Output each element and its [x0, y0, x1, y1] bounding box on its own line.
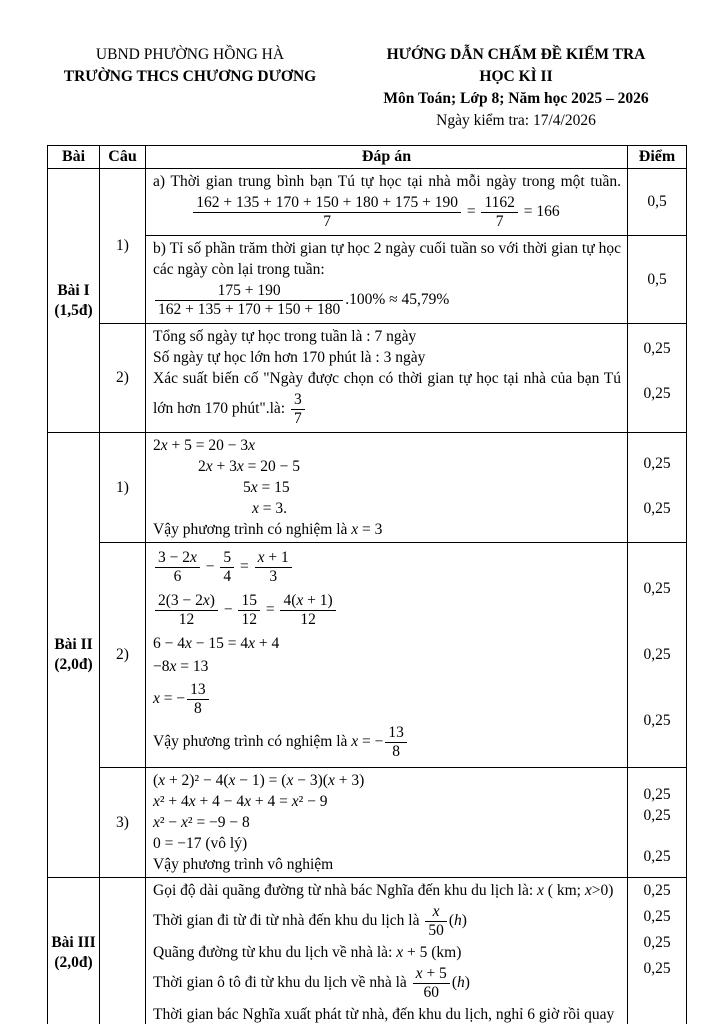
fraction: $\frac{13}{8}$ [187, 681, 209, 718]
score-value: 0,25 [643, 848, 671, 865]
table-row [48, 543, 687, 768]
cau-ii2-label: 2) [100, 543, 146, 768]
exam-date: Ngày kiểm tra: 17/4/2026 [436, 112, 596, 129]
answer-cell-1b [146, 236, 628, 324]
answer-line: Vậy phương trình vô nghiệm [153, 856, 334, 873]
fraction: $\frac{x}{50}$ [425, 903, 447, 940]
fraction: $\frac{1162}{7}$ [481, 194, 517, 231]
answer-cell-2-3 [146, 768, 628, 878]
score-value: 0,25 [643, 960, 671, 977]
answer-line: 0 = −17 (vô lý) [153, 835, 248, 852]
table-row [48, 768, 687, 878]
answer-cell-1a [146, 169, 628, 236]
subject-line: Môn Toán; Lớp 8; Năm học 2025 – 2026 [383, 90, 649, 107]
answer-line: Vậy phương trình có nghiệm là x = 3 [153, 521, 383, 538]
fraction: $\frac{15}{12}$ [238, 592, 260, 629]
answer-key-table [47, 145, 687, 1024]
bai-1-name: Bài I [57, 281, 90, 299]
score-cell-2-1 [628, 433, 687, 543]
fraction: $\frac{x + 5}{60}$ [413, 965, 450, 1002]
score-value: 0,25 [643, 455, 671, 472]
score-cell-2-2 [628, 543, 687, 768]
score-value: 0,25 [643, 646, 671, 663]
answer-line: Quãng đường từ khu du lịch về nhà là: x + 5 (km) [153, 944, 462, 961]
answer-line: x = − $\frac{13}{8}$ [153, 679, 621, 720]
answer-line: x² − x² = −9 − 8 [153, 814, 250, 831]
answer-line: Thời gian đi từ đi từ nhà đến khu du lịch là $\frac{x}{50}$ (h) [153, 903, 467, 939]
answer-line: Thời gian ô tô đi từ khu du lịch về nhà là $\frac{x + 5}{60}$ (h) [153, 965, 470, 1001]
table-header-row [48, 146, 687, 169]
answer-line: 2x + 3x = 20 − 5 [198, 458, 301, 475]
answer-line: 5x = 15 [243, 479, 290, 496]
answer-line: Tổng số ngày tự học trong tuần là : 7 ngày [153, 328, 417, 345]
score-value: 0,5 [647, 193, 667, 210]
fraction: $\frac{175 + 190}{162 + 135 + 170 + 150 + 180}$ [155, 282, 343, 319]
answer-line: $\frac{3 - 2x}{6}$ − $\frac{5}{4}$ = $\frac{x + 1}{3}$ [153, 547, 621, 588]
answer-content-3 [153, 880, 621, 1024]
answer-content-2-3 [153, 770, 621, 875]
table-row [48, 324, 687, 433]
fraction: $\frac{5}{4}$ [220, 549, 234, 586]
score-value: 0,25 [643, 580, 671, 597]
col-header-cau: Câu [100, 146, 146, 169]
score-value: 0,25 [643, 340, 671, 357]
score-cell-1a [628, 169, 687, 236]
semester-title: HỌC KÌ II [479, 68, 553, 85]
cau-ii1-label: 1) [100, 433, 146, 543]
answer-line: Thời gian bác Nghĩa xuất phát từ nhà, đến khu du lịch, nghỉ 6 giờ rồi quay [153, 1006, 615, 1023]
answer-line: $\frac{2(3 - 2x)}{12}$ − $\frac{15}{12}$ = $\frac{4(x + 1)}{12}$ [153, 590, 621, 631]
bai-3-label-cell [48, 878, 100, 1024]
org-name: UBND PHƯỜNG HỒNG HÀ [95, 46, 285, 63]
bai-2-points: (2,0đ) [54, 656, 93, 673]
fraction: $\frac{3}{7}$ [291, 391, 305, 428]
score-value: 0,25 [643, 712, 671, 729]
bai-2-label-cell [48, 433, 100, 878]
score-cell-3 [628, 878, 687, 1024]
bai-3-name: Bài III [51, 933, 96, 951]
col-header-bai: Bài [48, 146, 100, 169]
cau-iii-label [100, 878, 146, 1024]
cau-2-label: 2) [100, 324, 146, 433]
fraction: $\frac{4(x + 1)}{12}$ [280, 592, 335, 629]
score-value: 0,25 [643, 385, 671, 402]
score-cell-2-3 [628, 768, 687, 878]
col-header-dapan: Đáp án [146, 146, 628, 169]
answer-cell-2-2 [146, 543, 628, 768]
answer-line: −8x = 13 [153, 658, 209, 675]
score-value: 0,25 [643, 908, 671, 925]
fraction: $\frac{13}{8}$ [385, 724, 407, 761]
answer-line: $\frac{175 + 190}{162 + 135 + 170 + 150 + 180}$ .100% ≈ 45,79% [153, 280, 621, 321]
fraction: $\frac{x + 1}{3}$ [255, 549, 292, 586]
header-left-block [40, 44, 340, 132]
answer-line: $\frac{162 + 135 + 170 + 150 + 180 + 175 + 190}{7}$ = $\frac{1162}{7}$ = 166 [153, 192, 621, 233]
answer-line: b) Tỉ số phần trăm thời gian tự học 2 ngày cuối tuần so với thời gian tự học các ngày còn lại trong tuần: [153, 240, 621, 278]
document-title: HƯỚNG DẪN CHẤM ĐỀ KIỂM TRA [386, 46, 646, 63]
answer-cell-1-2 [146, 324, 628, 433]
school-name: TRƯỜNG THCS CHƯƠNG DƯƠNG [63, 68, 317, 85]
bai-1-label-cell [48, 169, 100, 433]
answer-content-1a [153, 171, 621, 233]
score-value: 0,25 [643, 500, 671, 517]
cau-1-label: 1) [100, 169, 146, 324]
table-row [48, 878, 687, 1024]
answer-line: (x + 2)² − 4(x − 1) = (x − 3)(x + 3) [153, 772, 365, 789]
score-value: 0,25 [643, 934, 671, 951]
col-header-diem: Điểm [628, 146, 687, 169]
answer-line: Vậy phương trình có nghiệm là x = − $\frac{13}{8}$ [153, 722, 621, 763]
bai-3-points: (2,0đ) [54, 953, 93, 971]
answer-content-2-2 [153, 547, 621, 763]
answer-content-2-1 [153, 435, 621, 540]
answer-line: Xác suất biến cố "Ngày được chọn có thời gian tự học tại nhà của bạn Tú lớn hơn 170 phút".là: $\frac{3}{7}$ [153, 370, 621, 427]
answer-cell-2-1 [146, 433, 628, 543]
fraction: $\frac{162 + 135 + 170 + 150 + 180 + 175 + 190}{7}$ [193, 194, 461, 231]
table-row [48, 169, 687, 236]
score-cell-1-2 [628, 324, 687, 433]
score-cell-1b [628, 236, 687, 324]
document-header [0, 0, 725, 132]
cau-ii3-label: 3) [100, 768, 146, 878]
answer-line: x² + 4x + 4 − 4x + 4 = x² − 9 [153, 793, 328, 810]
answer-content-1-2 [153, 326, 621, 430]
fraction: $\frac{2(3 - 2x)}{12}$ [155, 592, 218, 629]
answer-line: Gọi độ dài quãng đường từ nhà bác Nghĩa đến khu du lịch là: x ( km; x>0) [153, 882, 614, 899]
score-value: 0,25 [643, 786, 671, 803]
answer-content-1b [153, 238, 621, 321]
answer-line: 2x + 5 = 20 − 3x [153, 437, 256, 454]
bai-2-name: Bài II [54, 636, 93, 653]
answer-line: Số ngày tự học lớn hơn 170 phút là : 3 ngày [153, 349, 426, 366]
answer-line: a) Thời gian trung bình bạn Tú tự học tại nhà mỗi ngày trong một tuần. [153, 173, 621, 190]
answer-cell-3 [146, 878, 628, 1024]
table-row [48, 433, 687, 543]
answer-line: 6 − 4x − 15 = 4x + 4 [153, 635, 280, 652]
bai-1-points: (1,5đ) [54, 301, 93, 319]
score-value: 0,5 [647, 270, 667, 288]
header-right-block [346, 44, 686, 132]
score-value: 0,25 [643, 882, 671, 899]
score-value: 0,25 [643, 807, 671, 824]
answer-line: x = 3. [252, 500, 288, 517]
fraction: $\frac{3 - 2x}{6}$ [155, 549, 200, 586]
